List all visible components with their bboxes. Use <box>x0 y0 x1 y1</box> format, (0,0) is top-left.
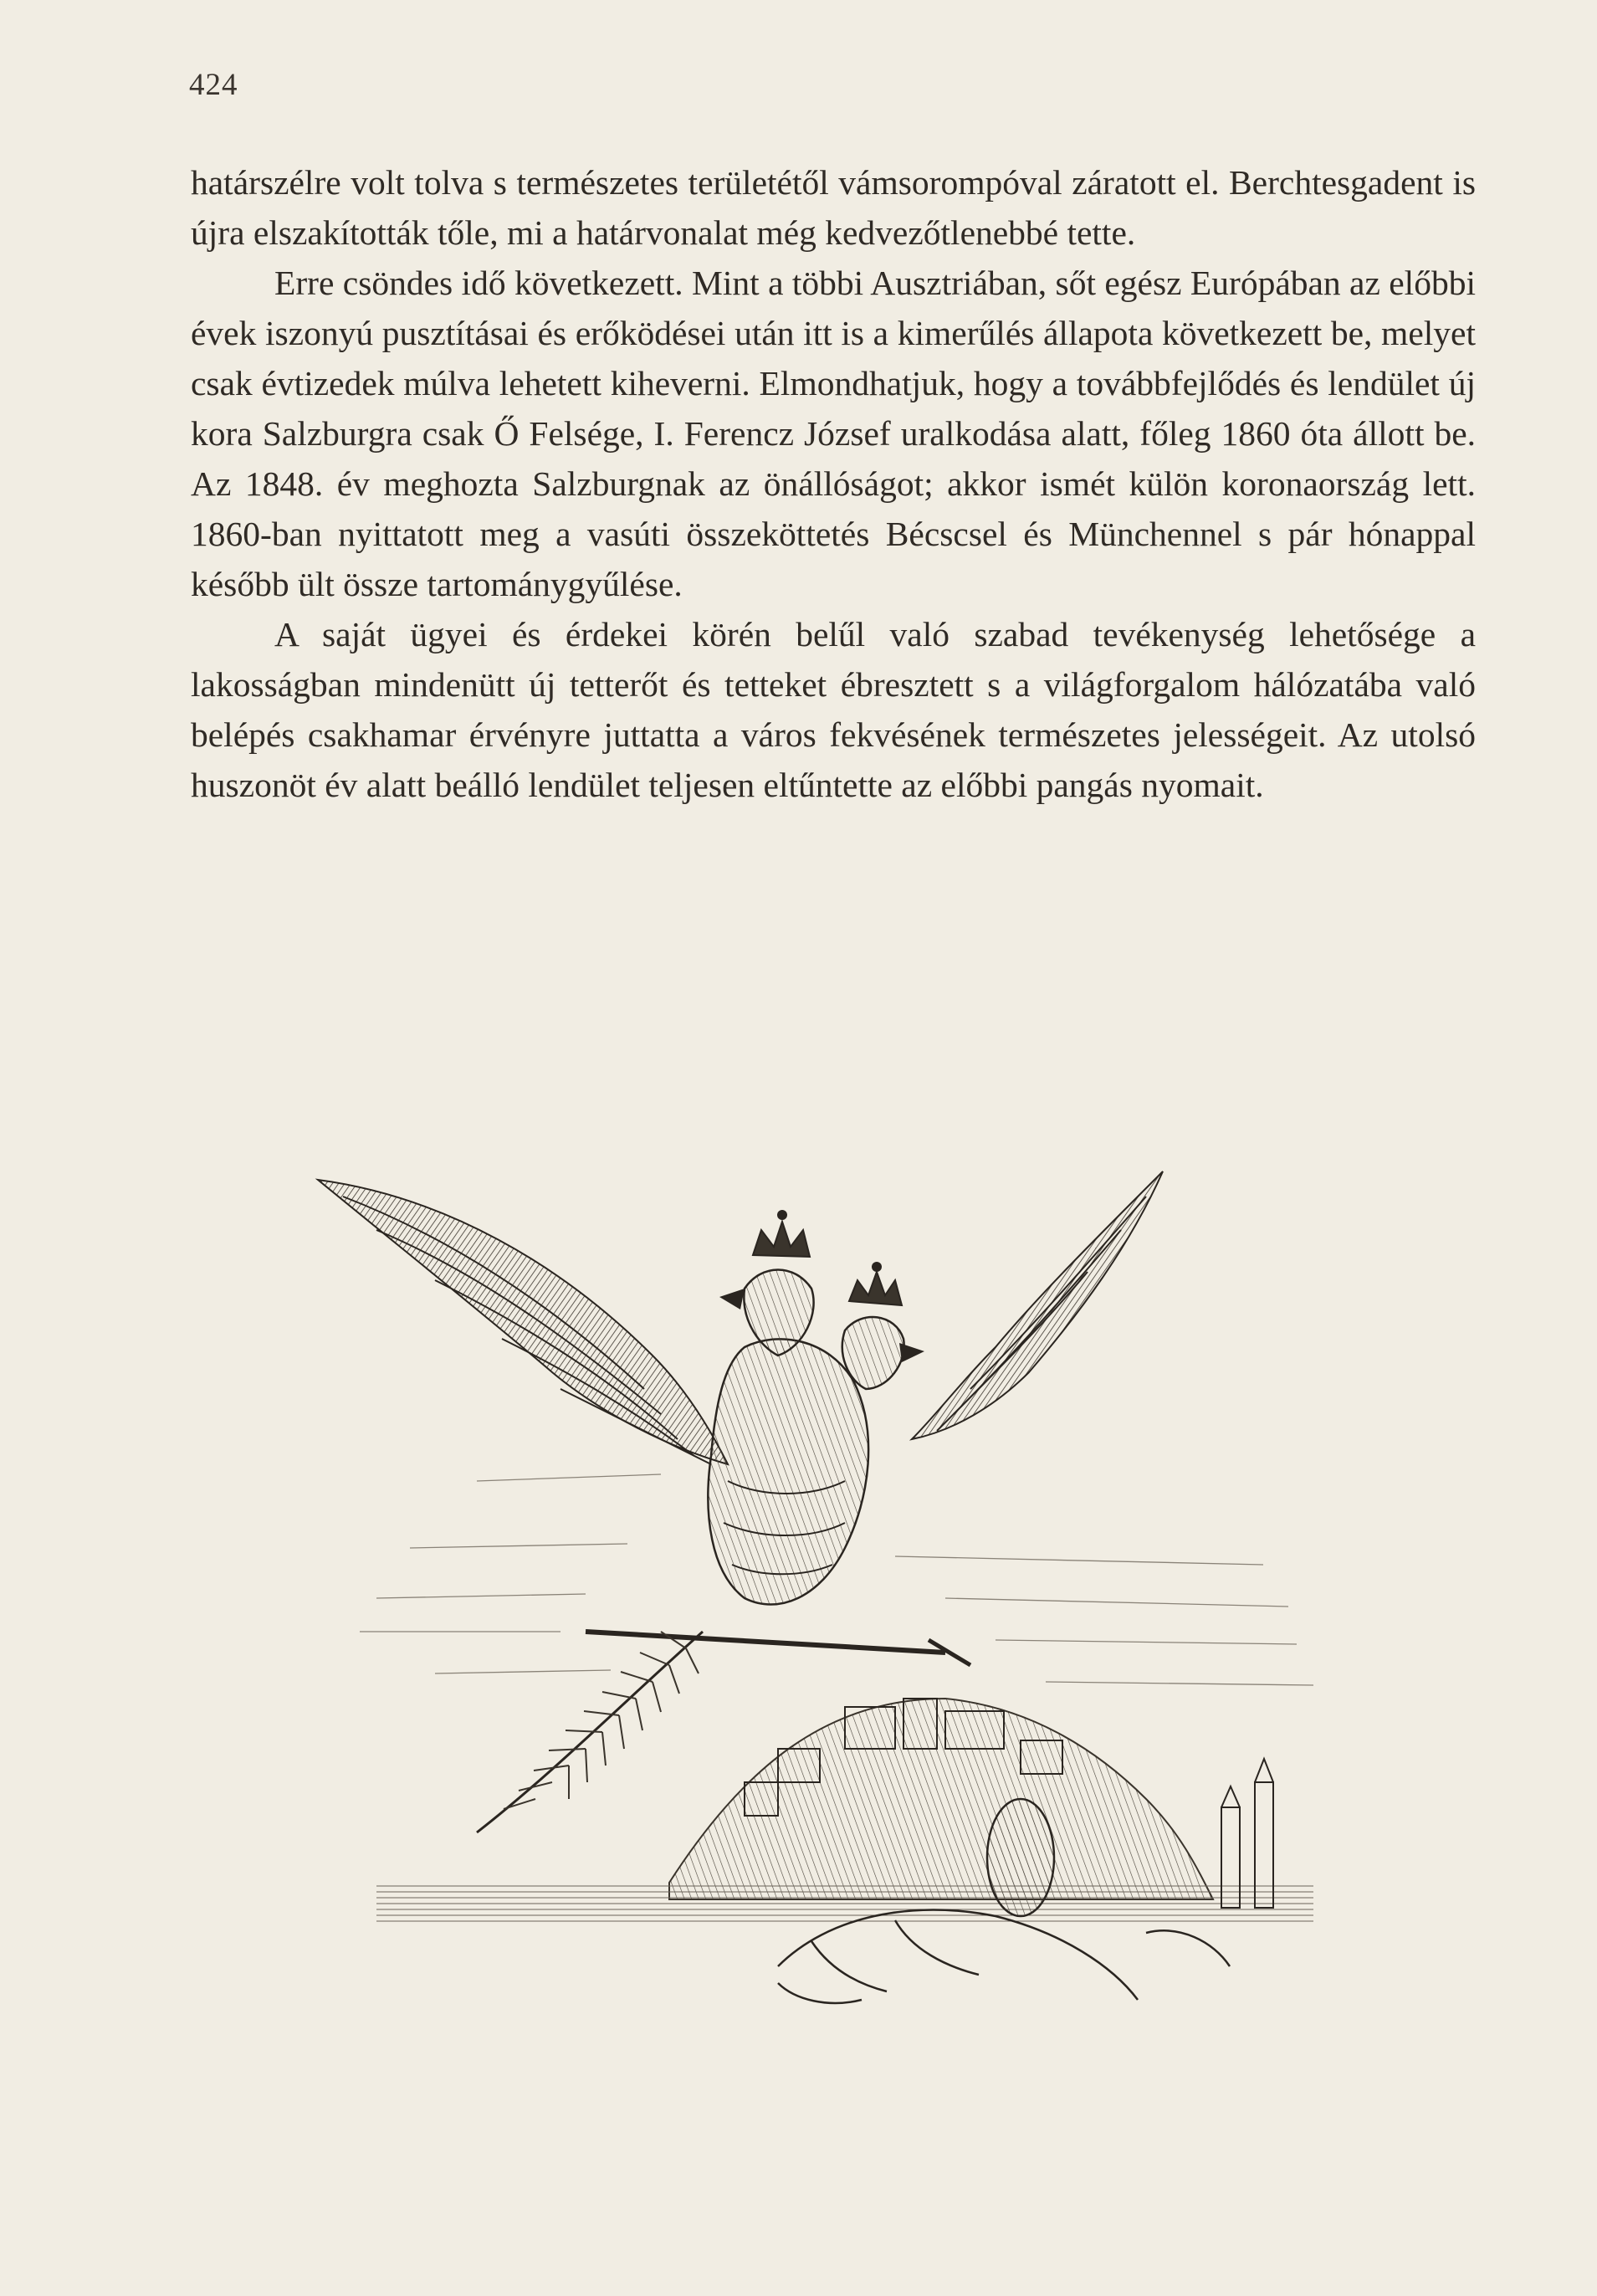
eagle-illustration <box>310 1163 1339 2033</box>
page-number: 424 <box>189 68 238 102</box>
paragraph-1: határszélre volt tolva s természetes területétől vámsorompóval záratott el. Berchtesgadent is újra elszakították tőle, mi a határvonalat még kedvezőtlenebbé tette. <box>191 163 1476 252</box>
paragraph-3: A saját ügyei és érdekei körén belűl való szabad tevékenység lehetősége a lakosságban mindenütt új tetterőt és tetteket ébresztett s a világforgalom hálózatába való belépés csakhamar érvényre juttatta a város fekvésének természetes jelességeit. Az utolsó huszonöt év alatt beálló lendület teljesen eltűntette az előbbi pangás nyomait. <box>191 615 1476 804</box>
body-text <box>191 157 1476 810</box>
right-wing <box>912 1171 1163 1439</box>
paragraph-2: Erre csöndes idő következett. Mint a többi Ausztriában, sőt egész Európában az előbbi évek iszonyú pusztításai és erőködései után itt is a kimerűlés állapota következett be, melyet csak évtizedek múlva lehetett kiheverni. Elmondhatjuk, hogy a továbbfejlődés és lendület új kora Salzburgra csak Ő Felsége, I. Ferencz József uralkodása alatt, főleg 1860 óta állott be. Az 1848. év meghozta Salzburgnak az önállóságot; akkor ismét külön koronaország lett. 1860-ban nyittatott meg a vasúti összeköttetés Bécscsel és Münchennel s pár hónappal később ült össze tartománygyűlése. <box>191 264 1476 603</box>
eagle-engraving <box>310 1163 1339 2033</box>
crown-right-icon <box>849 1272 902 1305</box>
eagle-body <box>708 1339 868 1604</box>
crown-left-icon <box>753 1222 810 1257</box>
fortress-hill <box>376 1699 1313 1924</box>
left-wing <box>318 1180 728 1464</box>
